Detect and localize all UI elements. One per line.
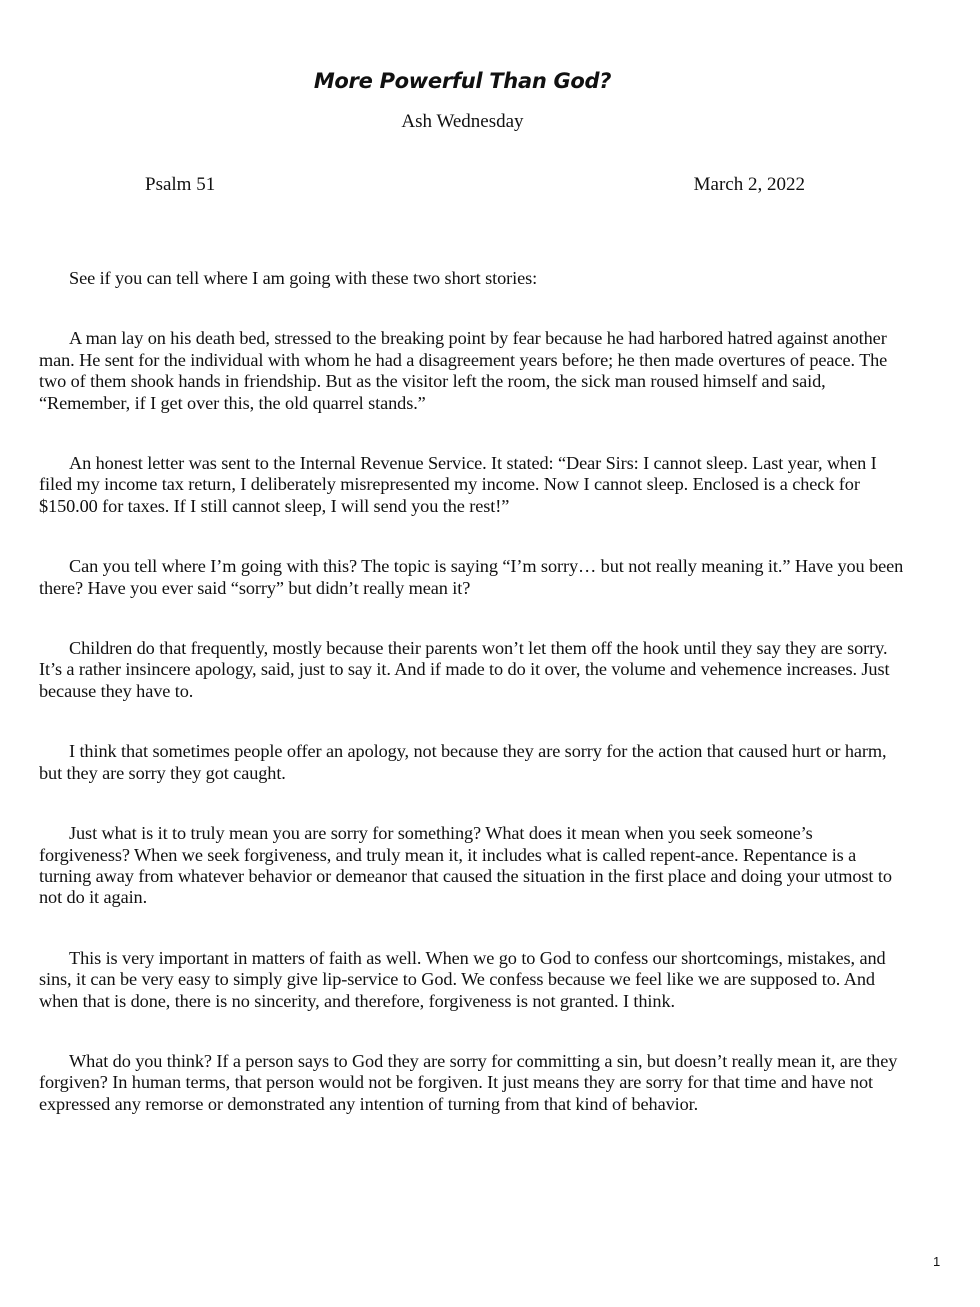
- scripture-reference: Psalm 51: [145, 174, 216, 195]
- sermon-body: [39, 268, 907, 1154]
- paragraph: See if you can tell where I am going with these two short stories:: [69, 268, 538, 288]
- paragraph: An honest letter was sent to the Internal Revenue Service. It stated: “Dear Sirs: I cannot sleep. Last year, when I filed my income tax return, I deliberately misrepresented my income. Now I cannot sleep. Enclosed is a check for $150.00 for taxes. If I still cannot sleep, I will send you the rest!”: [39, 453, 877, 516]
- sermon-date: March 2, 2022: [693, 174, 805, 195]
- paragraph: Children do that frequently, mostly because their parents won’t let them off the hook until they say they are sorry. It’s a rather insincere apology, said, just to say it. And if made to do it over, the volume and vehemence increases. Just because they have to.: [39, 638, 890, 701]
- page-number: 1: [933, 1254, 941, 1269]
- sermon-title: More Powerful Than God?: [313, 69, 612, 93]
- paragraph: A man lay on his death bed, stressed to the breaking point by fear because he had harbored hatred against another man. He sent for the individual with whom he had a disagreement years before; he then made overtures of peace. The two of them shook hands in friendship. But as the visitor left the room, the sick man roused himself and said, “Remember, if I get over this, the old quarrel stands.”: [39, 328, 888, 413]
- paragraph: Can you tell where I’m going with this? The topic is saying “I’m sorry… but not really meaning it.” Have you been there? Have you ever said “sorry” but didn’t really mean it?: [39, 556, 904, 598]
- paragraph: I think that sometimes people offer an apology, not because they are sorry for the action that caused hurt or harm, but they are sorry they got caught.: [39, 741, 887, 783]
- paragraph: This is very important in matters of faith as well. When we go to God to confess our shortcomings, mistakes, and sins, it can be very easy to simply give lip-service to God. We confess because we feel like we are supposed to. And when that is done, there is no sincerity, and therefore, forgiveness is not granted. I think.: [39, 947, 886, 1011]
- paragraph: Just what is it to truly mean you are sorry for something? What does it mean when you seek someone’s forgiveness? When we seek forgiveness, and truly mean it, it includes what is called repent-ance. Repentance is a turning away from whatever behavior or demeanor that caused the situation in the first place and doing your utmost to not do it again.: [39, 823, 892, 908]
- paragraph: What do you think? If a person says to God they are sorry for committing a sin, but doesn’t really mean it, are they forgiven? In human terms, that person would not be forgiven. It just means they are sorry for that time and have not expressed any remorse or demonstrated any intention of turning from that kind of behavior.: [39, 1050, 898, 1114]
- sermon-subtitle: Ash Wednesday: [401, 111, 524, 132]
